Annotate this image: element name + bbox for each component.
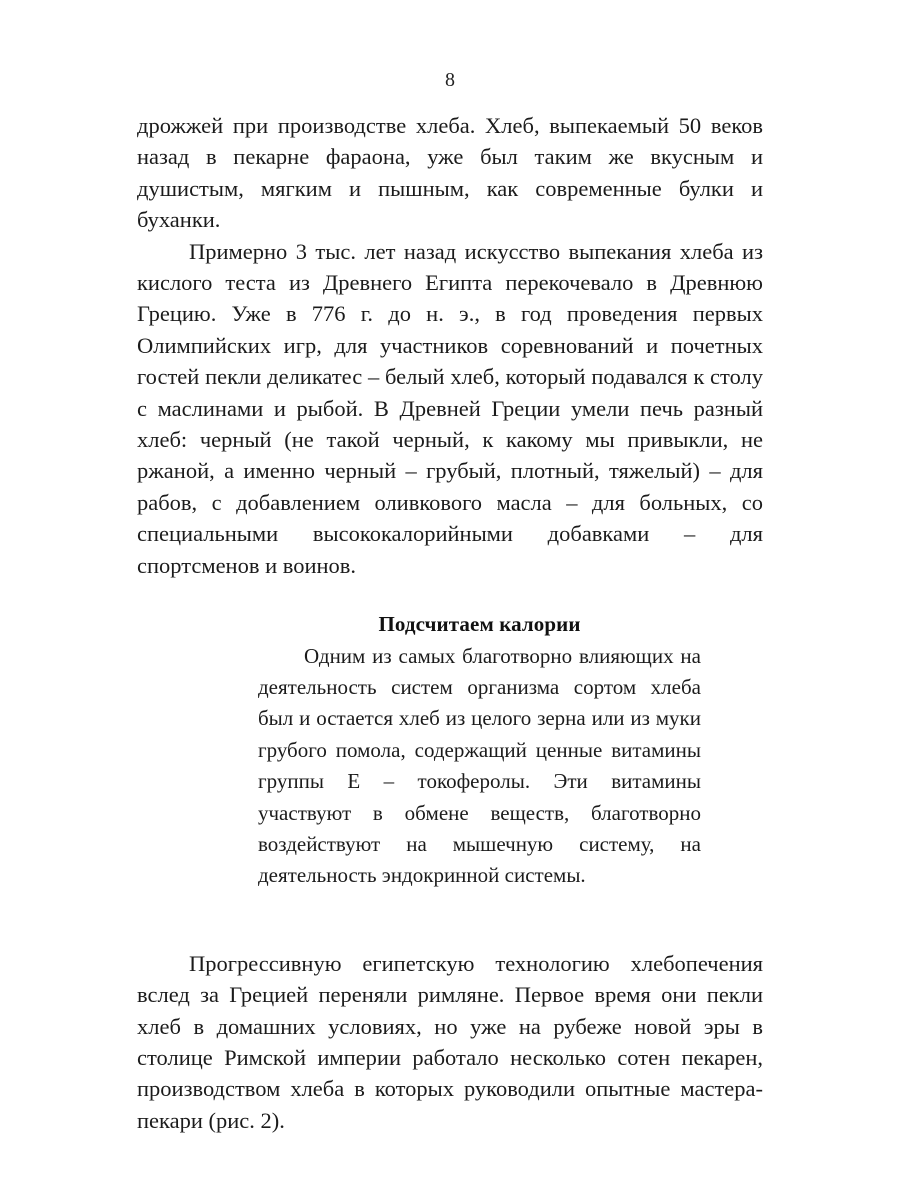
paragraph-continued: дрожжей при производстве хлеба. Хлеб, выпекаемый 50 веков назад в пекарне фараона, уже был таким же вкусным и душистым, мягким и пышным, как современные булки и буханки.: [137, 113, 763, 233]
callout-heading: Подсчитаем калории: [378, 612, 581, 637]
paragraph-ancient-rome: Прогрессивную египетскую технологию хлебопечения вслед за Грецией переняли римляне. Первое время они пекли хлеб в домашних условиях, но уже на рубеже новой эры в столице Римской империи работало несколько сотен пекарен, производством хлеба в которых руководили опытные мастера-пекари (рис. 2).: [137, 950, 763, 1133]
callout-body: Одним из самых благотворно влияющих на деятельность систем организма сортом хлеба был и остается хлеб из целого зерна или из муки грубого помола, содержащий ценные витамины группы Е – токоферолы. Эти витамины участвуют в обмене веществ, благотворно воздействуют на мышечную систему, на деятельность эндокринной системы.: [258, 643, 701, 888]
spacer-after-inset: [137, 892, 763, 948]
paragraph-ancient-greece: Примерно 3 тыс. лет назад искусство выпекания хлеба из кислого теста из Древнего Египта перекочевало в Древнюю Грецию. Уже в 776 г. до н. э., в год проведения первых Олимпийских игр, для участников соревнований и почетных гостей пекли деликатес – белый хлеб, который подавался к столу с маслинами и рыбой. В Древней Греции умели печь разный хлеб: черный (не такой черный, к какому мы привыкли, не ржаной, а именно черный – грубый, плотный, тяжелый) – для рабов, с добавлением оливкового масла – для больных, со специальными высококалорийными добавками – для спортсменов и воинов.: [137, 238, 763, 578]
text-block: [137, 110, 763, 1136]
spacer-before-inset: [137, 581, 763, 609]
callout-calories: [258, 609, 701, 892]
page-number: 8: [445, 69, 455, 91]
